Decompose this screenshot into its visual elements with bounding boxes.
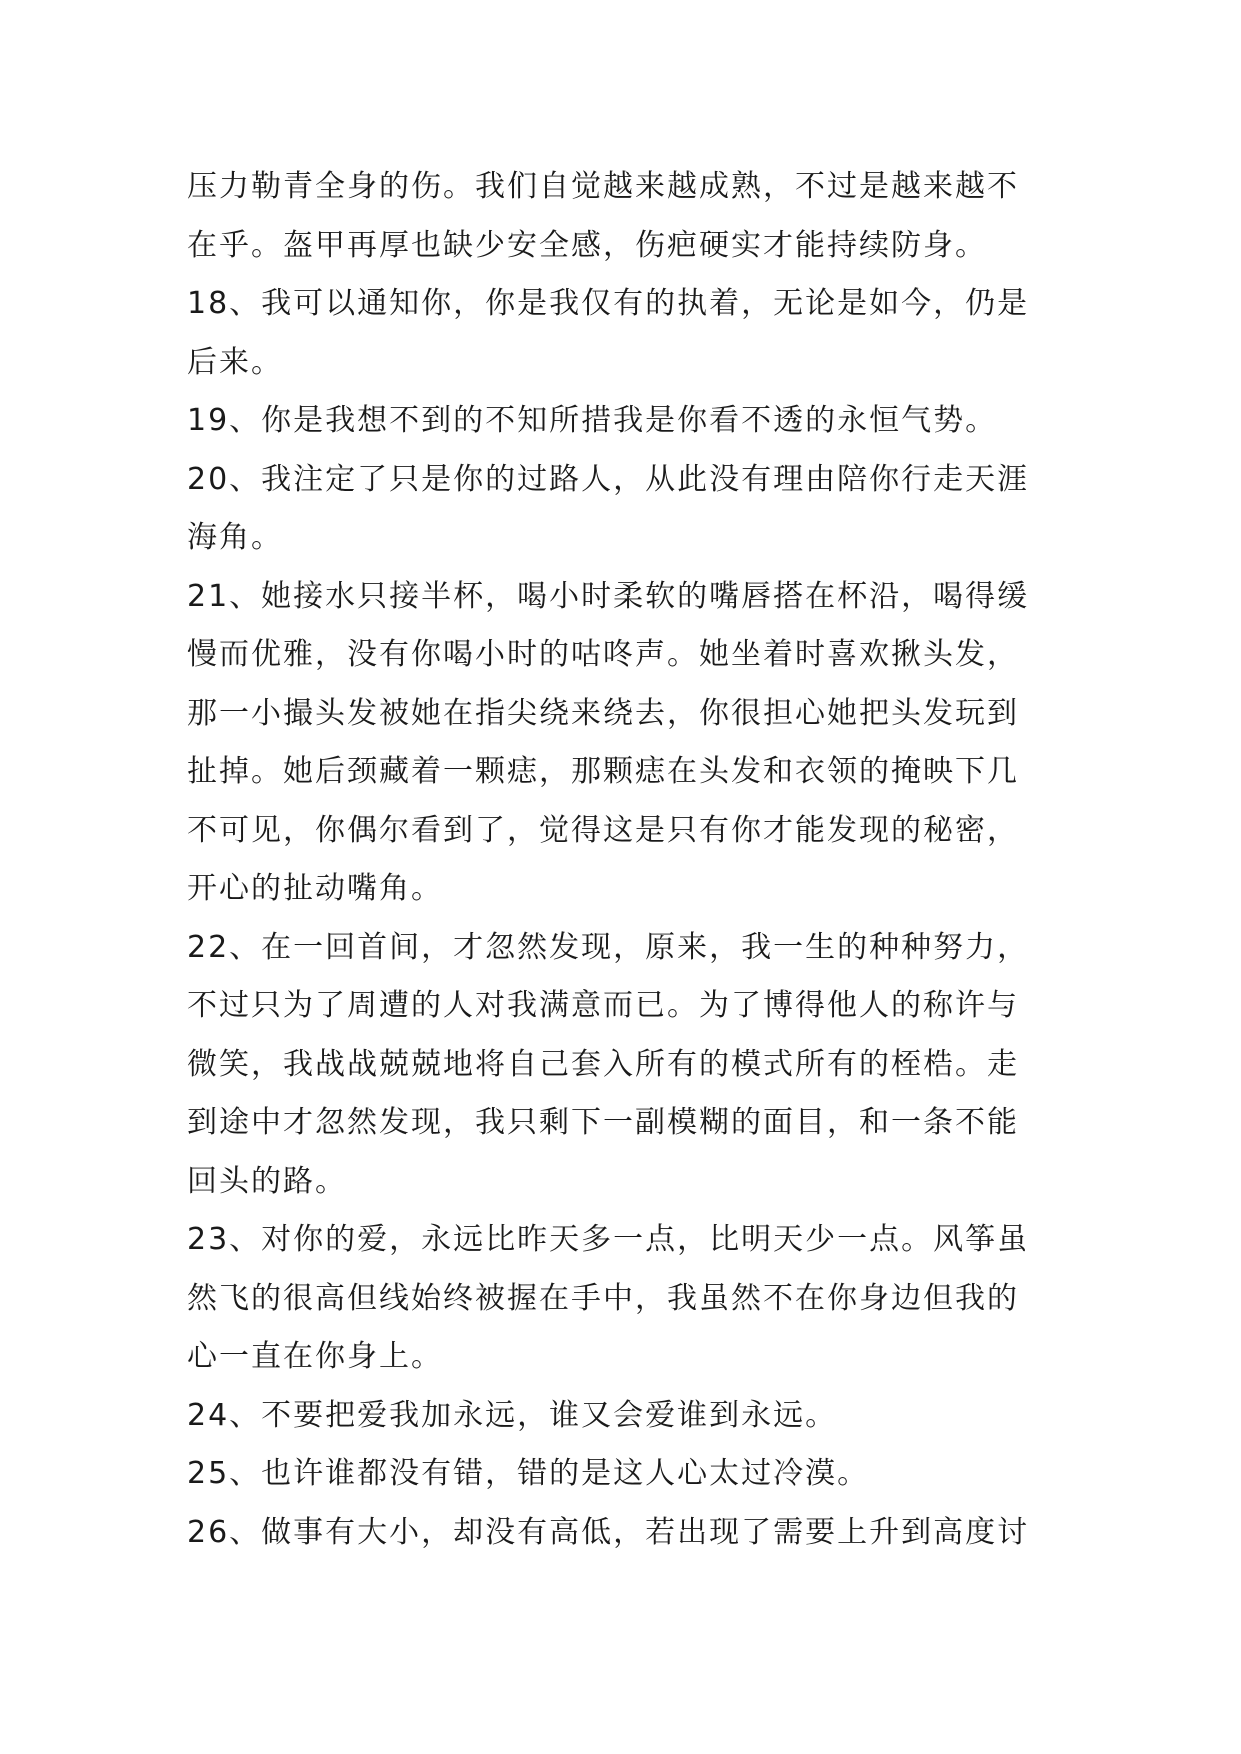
text-line: 不可见，你偶尔看到了，觉得这是只有你才能发现的秘密， [187, 812, 1019, 848]
text-line: 海角。 [187, 520, 283, 555]
text-line: 微笑，我战战兢兢地将自己套入所有的模式所有的桎梏。走 [187, 1046, 1019, 1082]
text-line: 扯掉。她后颈藏着一颗痣，那颗痣在头发和衣领的掩映下几 [187, 754, 1019, 789]
text-line: 18、我可以通知你，你是我仅有的执着，无论是如今，仍是 [187, 286, 1030, 321]
text-line: 21、她接水只接半杯，喝小时柔软的嘴唇搭在杯沿，喝得缓 [187, 578, 1030, 614]
text-line: 20、我注定了只是你的过路人，从此没有理由陪你行走天涯 [187, 461, 1030, 497]
text-line: 24、不要把爱我加永远，谁又会爱谁到永远。 [187, 1397, 838, 1433]
text-line: 23、对你的爱，永远比昨天多一点，比明天少一点。风筝虽 [187, 1222, 1030, 1257]
text-line: 22、在一回首间，才忽然发现，原来，我一生的种种努力， [187, 929, 1030, 965]
text-line: 在乎。盔甲再厚也缺少安全感，伤疤硬实才能持续防身。 [187, 227, 987, 263]
text-line: 然飞的很高但线始终被握在手中，我虽然不在你身边但我的 [187, 1280, 1019, 1316]
text-line: 慢而优雅，没有你喝小时的咕咚声。她坐着时喜欢揪头发， [187, 637, 1019, 672]
text-line: 26、做事有大小，却没有高低，若出现了需要上升到高度讨 [187, 1514, 1030, 1550]
body-text [187, 158, 1057, 1562]
text-line: 压力勒青全身的伤。我们自觉越来越成熟，不过是越来越不 [187, 169, 1019, 204]
text-line: 心一直在你身上。 [187, 1339, 443, 1374]
text-line: 不过只为了周遭的人对我满意而已。为了博得他人的称许与 [187, 988, 1019, 1023]
text-line: 那一小撮头发被她在指尖绕来绕去，你很担心她把头发玩到 [187, 695, 1019, 731]
text-line: 回头的路。 [187, 1163, 347, 1199]
text-line: 19、你是我想不到的不知所措我是你看不透的永恒气势。 [187, 403, 998, 438]
text-line: 后来。 [187, 344, 283, 380]
text-line: 到途中才忽然发现，我只剩下一副模糊的面目，和一条不能 [187, 1105, 1019, 1140]
text-line: 25、也许谁都没有错，错的是这人心太过冷漠。 [187, 1456, 870, 1491]
text-line: 开心的扯动嘴角。 [187, 871, 443, 906]
